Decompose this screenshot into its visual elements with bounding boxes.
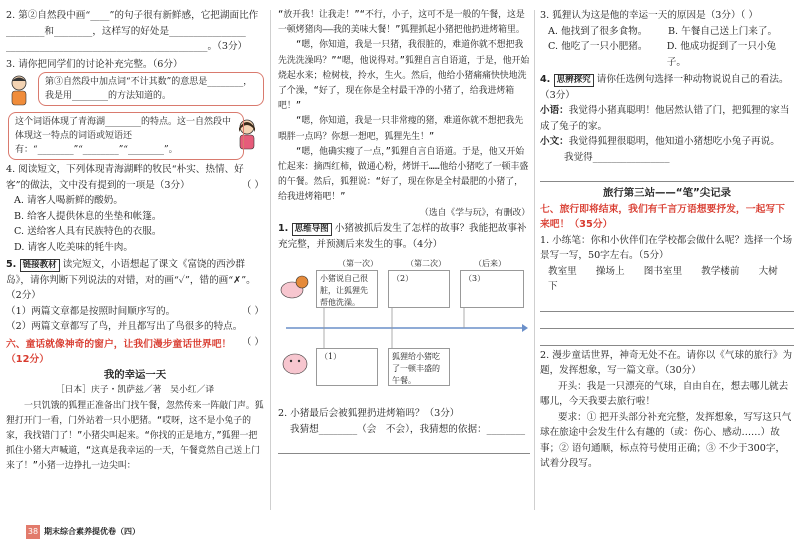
question-4-text: 请你任选例句选择一种动物说说自己的看法。（3分）	[540, 74, 789, 101]
story-paragraph: “嗯，他确实瘦了一点，”狐狸自言自语道。于是，他又开始忙起来：摘西红柿，做通心粉，烤饼干……他给小猪吃了一顿丰盛的午餐。然后，狐狸说：“好了，现在你是全村最肥的小猪了，给我进烤箱吧！”	[278, 146, 529, 203]
pig-illustration-icon	[278, 348, 312, 378]
question-1-text: 小猪被抓后发生了怎样的故事？我能把故事补充完整，并预测后来发生的事。（4分）	[278, 223, 527, 250]
my-opinion-line[interactable]: 我觉得________________	[564, 151, 670, 163]
book-title: 期末综合素养提优卷（四）	[44, 527, 140, 536]
answer-parens[interactable]: （ ）	[241, 336, 264, 348]
writing-1	[540, 233, 794, 346]
mind-map-tag: 思维导图	[292, 223, 332, 236]
composition-opening: 开头：我是一只漂亮的气球，自由自在，想去哪儿就去哪儿，今天我要去旅行啦！	[540, 380, 789, 407]
story-paragraph: “嗯，你知道，我是一只非常瘦的猪，难道你就不想把我先喂胖一点吗？你想一想吧，狐狸先生！”	[278, 116, 524, 142]
middle-column	[278, 8, 530, 456]
story-author: ［日本］庆子・凯萨兹／著 吴小红／译	[55, 385, 215, 395]
writing-2-text: 2. 漫步童话世界，神奇无处不在。请你以《气球的旅行》为题，发挥想象，写一篇文章。（30分）	[540, 349, 793, 376]
question-5: 5. 链接教材 读完短文，小语想起了课文《富饶的西沙群岛》，请你判断下列说法的对错，对的画“✓”，错的画“✗”。（2分） （1）两篇文章都是按照时间顺序写的。 （ ） （2）两篇文章都写了鸟，并且都写出了鸟很多的特点。 （ ）	[6, 257, 264, 335]
writing-2	[540, 348, 794, 472]
writing-line[interactable]	[540, 297, 794, 312]
pig-fox-illustration-icon	[278, 272, 312, 302]
discussion-bubble-1[interactable]: 第③自然段中加点词“不计其数”的意思是________，我是用________的方法知道的。	[38, 72, 264, 106]
question-4-col3: 4. 思辨探究 请你任选例句选择一种动物说说自己的看法。（3分） 小语：我觉得小猪真聪明！他居然认错了门，把狐狸的家当成了兔子的家。 小文：我觉得狐狸很聪明，他知道小猪想吃小兔子再说。 我觉得________________	[540, 72, 794, 182]
answer-line[interactable]	[278, 439, 530, 454]
answer-line[interactable]	[540, 167, 794, 182]
question-4-text: 4. 阅读短文，下列体现青海湖畔的牧民“朴实、热情、好客”的做法，文中没有提到的一项是（3分）	[6, 164, 244, 191]
option-c: C. 送给客人具有民族特色的衣服。	[14, 226, 162, 237]
scene-option[interactable]: 大树下	[548, 265, 778, 292]
composition-requirements: 要求：① 把开头部分补充完整，发挥想象，写写这只气球在旅途中会发生什么有趣的（或：伤心、感动……）故事；② 语句通顺，标点符号使用正确；③ 不少于300字，试着分段写。	[540, 411, 792, 469]
answer-parens[interactable]: （ ）	[241, 179, 264, 191]
flow-box-4[interactable]: （1）	[316, 348, 378, 386]
page-number: 38	[26, 525, 40, 539]
question-3-text: 3. 狐狸认为这是他的幸运一天的原因是（3分）（ ）	[540, 10, 759, 21]
story-flowchart	[278, 256, 530, 406]
option-d: D. 请客人吃美味的牦牛肉。	[14, 241, 133, 253]
flow-head: （第二次）	[406, 259, 446, 269]
question-2-text: 2. 小猪最后会被狐狸扔进烤箱吗？（3分）	[278, 408, 460, 420]
option-d: D. 他成功捉到了一只小兔子。	[666, 41, 777, 68]
flow-box-3[interactable]: （3）	[460, 270, 524, 308]
question-2-blank[interactable]: __________________________________________。（3分）	[6, 41, 248, 52]
guess-answer-line[interactable]: 我猜想________（会 不会），我猜想的依据：________	[290, 423, 526, 435]
column-divider	[534, 10, 535, 510]
left-column	[6, 8, 264, 475]
xiaoyu-opinion: 我觉得小猪真聪明！他居然认错了门，把狐狸的家当成了兔子的家。	[540, 105, 790, 132]
story-paragraph: “放开我！让我走！”“不行，小子，这可不是一般的午餐，这是一顿烤猪肉——我的美味大餐！”狐狸抓起小猪把他扔进烤箱里。	[278, 10, 525, 36]
speaker-xiaoyu: 小语：	[540, 105, 569, 116]
option-a: A. 请客人喝新鲜的酸奶。	[14, 195, 123, 206]
question-2-col2	[278, 406, 530, 454]
scene-option[interactable]: 教室里	[548, 265, 577, 277]
section-7-heading: 七、旅行即将结束，我们有千言万语想要抒发，一起写下来吧！（35分）	[540, 203, 785, 230]
question-2	[6, 8, 264, 55]
story-title: 我的幸运一天	[103, 368, 167, 381]
writing-line[interactable]	[540, 331, 794, 346]
section-6-heading: 六、童话就像神奇的窗户，让我们漫步童话世界吧！（12分）	[6, 338, 232, 365]
question-3-text: 3. 请你把同学们的讨论补充完整。（6分）	[6, 58, 183, 70]
option-b: B. 午餐自己送上门来了。	[668, 25, 778, 37]
question-2-text: 2. 第②自然段中画“____”的句子很有新鲜感，它把湖面比作________和________，这样写的好处是________________	[6, 10, 259, 37]
scene-option[interactable]: 教学楼前	[701, 265, 740, 277]
flow-box-2[interactable]: （2）	[388, 270, 450, 308]
speaker-xiaowen: 小文：	[540, 136, 569, 147]
scene-option[interactable]: 操场上	[595, 265, 625, 277]
boy-avatar-icon	[6, 74, 32, 108]
station-title: 旅行第三站——“笔”尖记录	[603, 187, 731, 199]
answer-parens[interactable]: （ ）	[241, 305, 264, 317]
question-3-col3	[540, 8, 794, 70]
flow-head: （第一次）	[338, 259, 378, 269]
scene-option[interactable]: 图书室里	[643, 265, 683, 277]
flow-box-5: 狐狸给小猪吃了一顿丰盛的午餐。	[388, 348, 450, 386]
question-4	[6, 162, 264, 255]
question-1: 1. 思维导图 小猪被抓后发生了怎样的故事？我能把故事补充完整，并预测后来发生的事。（4分）	[278, 223, 527, 250]
option-b: B. 给客人提供休息的坐垫和帐篷。	[14, 210, 162, 222]
writing-line[interactable]	[540, 314, 794, 329]
question-3	[6, 57, 264, 161]
judge-item-2: （2）两篇文章都写了鸟，并且都写出了鸟很多的特点。	[6, 321, 243, 332]
writing-1-text: 1. 小练笔：你和小伙伴们在学校都会做什么呢？选择一个场景写一写，50字左右。（5分）	[540, 234, 793, 261]
story-paragraph: 一只饥饿的狐狸正准备出门找午餐，忽然传来一阵敲门声。狐狸打开门一看，门外站着一只小肥猪。“哎呀，这不是小兔子的家，我找错门了！”小猪尖叫起来。“你找的正是地方，”狐狸一把抓住小猪大声喊道，“这真是我幸运的一天，午餐竟然自己送上门来了！”小猪一边挣扎一边尖叫：	[6, 400, 264, 472]
question-5-text: 读完短文，小语想起了课文《富饶的西沙群岛》，请你判断下列说法的对错，对的画“✓”，错的画“✗”。（2分）	[6, 259, 256, 301]
story-paragraph: “嗯，你知道，我是一只猪，我很脏的，难道你就不想把我先洗洗澡吗？”“嗯，他说得对。”狐狸自言自语道，于是，他开始烧起水来；检树枝，拎水，生火。然后，他给小猪痛痛快快地洗了个澡，“好了，现在你是全村最干净的小猪了，给我进烤箱吧！”	[278, 40, 530, 112]
option-c: C. 他吃了一只小肥猪。	[548, 41, 648, 52]
scene-options	[540, 264, 794, 295]
discussion-bubble-2[interactable]: 这个词语体现了青海湖________的特点。这一自然段中体现这一特点的词语或短语还有：“________”“________”“________”。	[8, 112, 244, 160]
textbook-link-tag: 链接教材	[20, 259, 60, 272]
flow-head: （后来）	[474, 259, 506, 269]
column-divider	[270, 10, 271, 510]
flow-box-1: 小猪说自己很脏，让狐狸先帮他洗澡。	[316, 270, 378, 308]
right-column	[540, 8, 794, 474]
story-source: （选自《学与玩》，有删改）	[420, 207, 530, 218]
xiaowen-opinion: 我觉得狐狸很聪明，他知道小猪想吃小兔子再说。	[568, 136, 780, 147]
judge-item-1: （1）两篇文章都是按照时间顺序写的。	[6, 305, 176, 317]
critical-thinking-tag: 思辨探究	[554, 74, 594, 87]
option-a: A. 他找到了很多食物。	[548, 25, 648, 37]
